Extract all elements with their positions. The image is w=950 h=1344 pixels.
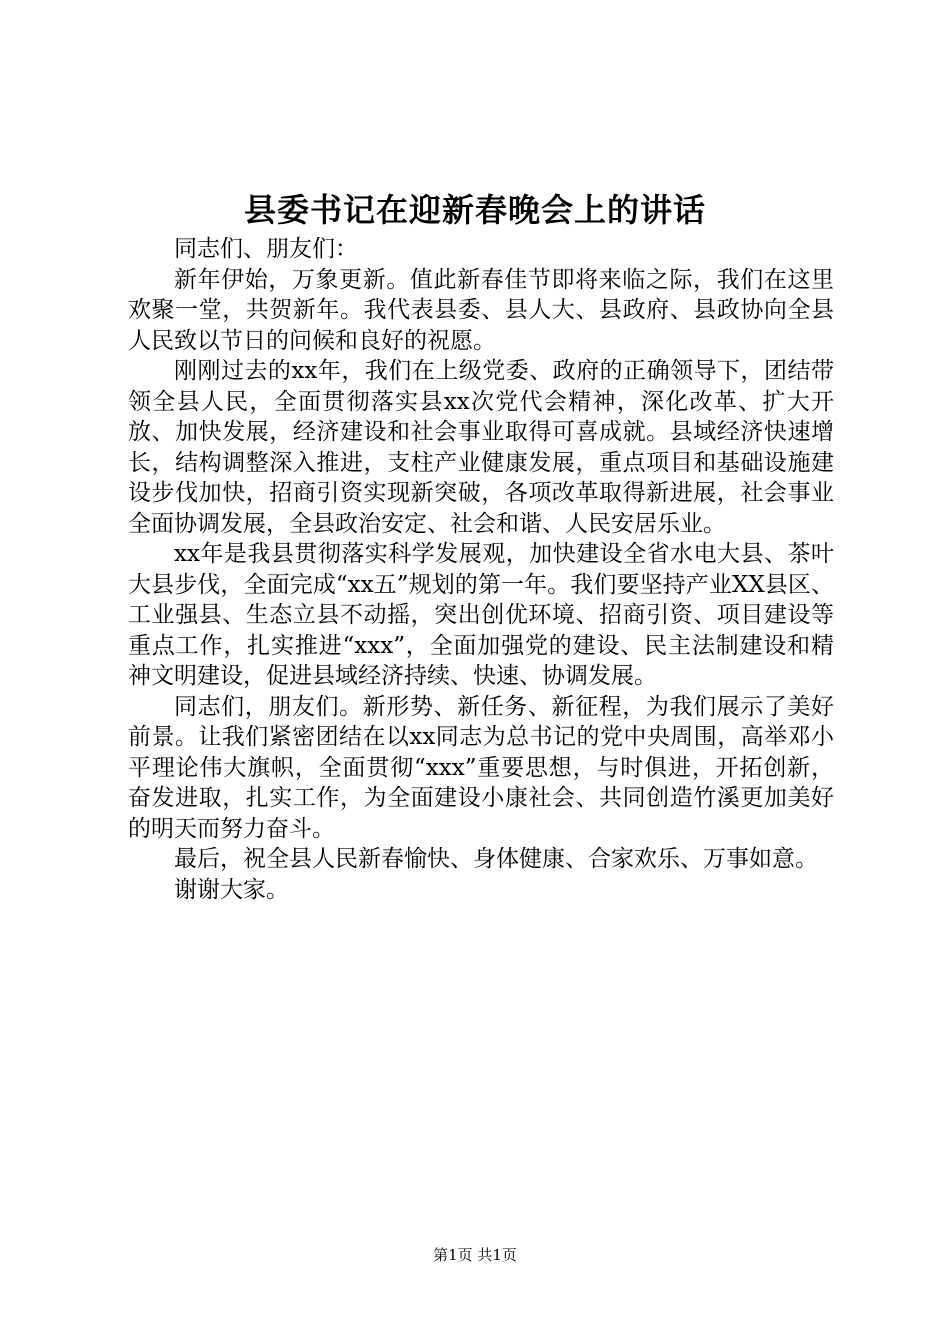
document-body <box>128 234 834 905</box>
paragraph: 刚刚过去的xx年，我们在上级党委、政府的正确领导下，团结带领全县人民，全面贯彻落实县xx次党代会精神，深化改革、扩大开放、加快发展，经济建设和社会事业取得可喜成就。县域经济快速增长，结构调整深入推进，支柱产业健康发展，重点项目和基础设施建设步伐加快，招商引资实现新突破，各项改革取得新进展，社会事业全面协调发展，全县政治安定、社会和谐、人民安居乐业。 <box>128 358 834 537</box>
document-title: 县委书记在迎新春晚会上的讲话 <box>243 191 706 229</box>
paragraph: 新年伊始，万象更新。值此新春佳节即将来临之际，我们在这里欢聚一堂，共贺新年。我代表县委、县人大、县政府、县政协向全县人民致以节日的问候和良好的祝愿。 <box>128 266 834 354</box>
page-footer: 第1页 共1页 <box>433 1246 517 1264</box>
paragraph: xx年是我县贯彻落实科学发展观，加快建设全省水电大县、茶叶大县步伐，全面完成“xx五”规划的第一年。我们要坚持产业XX县区、工业强县、生态立县不动摇，突出创优环境、招商引资、项目建设等重点工作，扎实推进“xxx”，全面加强党的建设、民主法制建设和精神文明建设，促进县域经济持续、快速、协调发展。 <box>128 541 834 689</box>
closing: 谢谢大家。 <box>174 876 289 903</box>
paragraph: 最后，祝全县人民新春愉快、身体健康、合家欢乐、万事如意。 <box>174 846 818 872</box>
paragraph: 同志们，朋友们。新形势、新任务、新征程，为我们展示了美好前景。让我们紧密团结在以xx同志为总书记的党中央周围，高举邓小平理论伟大旗帜，全面贯彻“xxx”重要思想，与时俱进，开拓创新，奋发进取，扎实工作，为全面建设小康社会、共同创造竹溪更加美好的明天而努力奋斗。 <box>128 693 834 842</box>
salutation: 同志们、朋友们： <box>174 236 358 262</box>
